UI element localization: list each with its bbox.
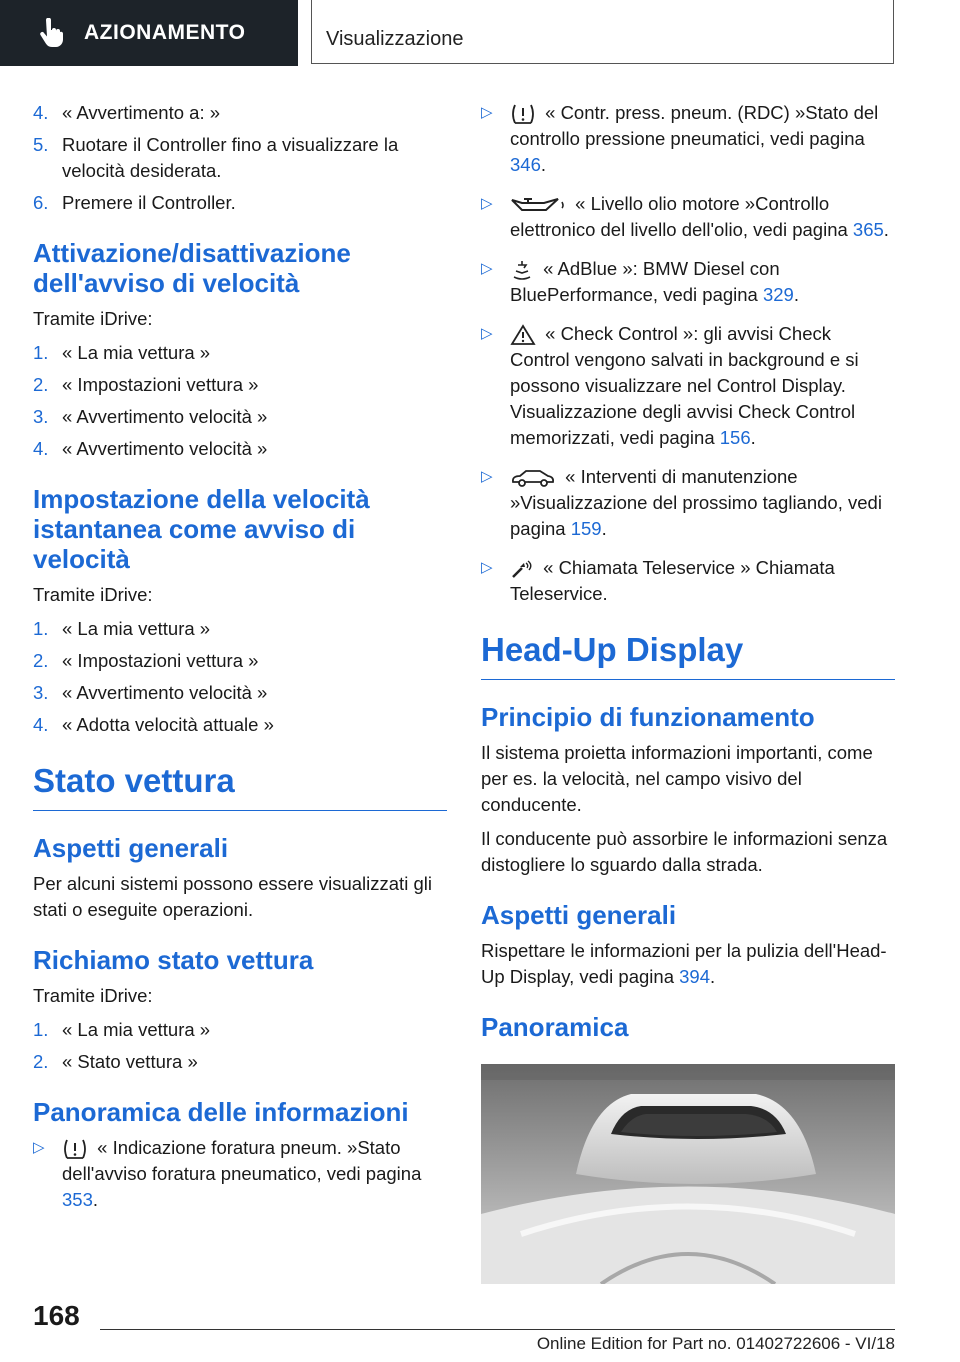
list-item <box>33 648 447 674</box>
list-item <box>33 190 447 216</box>
list-item <box>33 616 447 642</box>
step-text: « Avvertimento velocità » <box>62 438 268 459</box>
heading-head-up-display: Head-Up Display <box>481 631 895 680</box>
triangle-bullet-icon: ▷ <box>481 468 493 485</box>
step-text: « La mia vettura » <box>62 342 211 363</box>
heading-general-aspects: Aspetti generali <box>481 900 677 930</box>
step-number: 3. <box>33 682 49 703</box>
heading-vehicle-status: Stato vettura <box>33 762 447 811</box>
item-text: « Indicazione foratura pneum. »Stato dell'avviso foratura pneumatico, vedi pagina <box>62 1137 422 1184</box>
list-item <box>33 340 447 366</box>
tire-pressure-icon <box>510 103 536 125</box>
step-number: 4. <box>33 438 49 459</box>
info-list <box>33 1135 447 1213</box>
paragraph: Il conducente può assorbire le informazioni senza distogliere lo sguardo dalla strada. <box>481 828 888 875</box>
triangle-bullet-icon: ▷ <box>33 1139 45 1156</box>
paragraph: Rispettare le informazioni per la pulizia dell'Head-Up Display, vedi pagina 394. <box>481 940 887 987</box>
paragraph: Tramite iDrive: <box>33 985 153 1006</box>
hand-pointer-icon <box>38 18 64 48</box>
section-tab <box>0 0 298 66</box>
step-text: Ruotare il Controller fino a visualizzare la velocità desiderata. <box>62 134 399 181</box>
heading-general-aspects: Aspetti generali <box>33 833 229 863</box>
list-item: ▷ « Interventi di manutenzione »Visualizzazione del prossimo tagliando, vedi pagina 159. <box>481 466 882 539</box>
step-number: 6. <box>33 192 49 213</box>
list-item <box>33 712 447 738</box>
paragraph: Tramite iDrive: <box>33 308 153 329</box>
page-link[interactable]: 394 <box>679 966 711 987</box>
heading-speed-warning-toggle: Attivazione/disattivazione dell'avviso di velocità <box>33 238 351 298</box>
item-text: « Livello olio motore »Controllo elettronico del livello dell'olio, vedi pagina <box>510 193 853 240</box>
list-item <box>33 100 447 126</box>
item-text: « Contr. press. pneum. (RDC) »Stato del controllo pressione pneumatici, vedi pagina <box>510 102 879 149</box>
page-link[interactable]: 353 <box>62 1189 93 1210</box>
list-item: ▷ « Indicazione foratura pneum. »Stato dell'avviso foratura pneumatico, vedi pagina 353. <box>33 1137 422 1210</box>
list-item <box>33 436 447 462</box>
heading-operating-principle: Principio di funzionamento <box>481 702 815 732</box>
step-text: Premere il Controller. <box>62 192 236 213</box>
info-list <box>481 100 895 607</box>
paragraph: Il sistema proietta informazioni importanti, come per es. la velocità, nel campo visivo del conducente. <box>481 742 873 815</box>
list-item: ▷ « AdBlue »: BMW Diesel con BluePerformance, vedi pagina 329. <box>481 258 799 305</box>
page-link[interactable]: 156 <box>719 427 751 448</box>
step-text: « La mia vettura » <box>62 1019 211 1040</box>
left-column <box>33 100 447 1226</box>
page-link[interactable]: 329 <box>762 284 794 305</box>
page-link[interactable]: 365 <box>852 219 884 240</box>
intro-steps <box>33 100 447 216</box>
triangle-bullet-icon: ▷ <box>481 559 493 576</box>
step-number: 1. <box>33 342 49 363</box>
list-item <box>33 132 447 184</box>
service-car-icon <box>510 467 556 489</box>
tire-pressure-icon <box>62 1138 88 1160</box>
step-number: 2. <box>33 374 49 395</box>
footer-divider <box>100 1329 895 1330</box>
item-text: « Interventi di manutenzione »Visualizzazione del prossimo tagliando, vedi pagina <box>510 466 882 539</box>
page-number: 168 <box>33 1300 80 1331</box>
page-header <box>0 0 960 66</box>
step-text: « Avvertimento velocità » <box>62 406 268 427</box>
page-link[interactable]: 159 <box>570 518 602 539</box>
list-item <box>481 555 895 607</box>
subsection-box <box>311 0 894 64</box>
heading-info-overview: Panoramica delle informazioni <box>33 1097 409 1127</box>
step-text: « Avvertimento velocità » <box>62 682 268 703</box>
heading-set-current-speed: Impostazione della velocità istantanea come avviso di velocità <box>33 484 370 574</box>
step-number: 4. <box>33 102 49 123</box>
step-number: 2. <box>33 650 49 671</box>
list-item: ▷ « Contr. press. pneum. (RDC) »Stato del controllo pressione pneumatici, vedi pagina 346. <box>481 102 879 175</box>
step-text: « Adotta velocità attuale » <box>62 714 274 735</box>
paragraph: Tramite iDrive: <box>33 584 153 605</box>
step-text: « Impostazioni vettura » <box>62 374 259 395</box>
steps-list <box>33 340 447 462</box>
step-text: « Avvertimento a: » <box>62 102 221 123</box>
step-text: « Stato vettura » <box>62 1051 198 1072</box>
heading-overview: Panoramica <box>481 1012 629 1042</box>
list-item <box>33 1017 447 1043</box>
step-number: 1. <box>33 1019 49 1040</box>
steps-list <box>33 616 447 738</box>
list-item <box>33 372 447 398</box>
triangle-bullet-icon: ▷ <box>481 195 493 212</box>
step-number: 3. <box>33 406 49 427</box>
step-number: 5. <box>33 134 49 155</box>
adblue-icon <box>510 259 534 281</box>
heading-call-vehicle-status: Richiamo stato vettura <box>33 945 314 975</box>
list-item <box>33 1049 447 1075</box>
step-number: 2. <box>33 1051 49 1072</box>
item-text: « Chiamata Teleservice » Chiamata Teleservice. <box>510 557 835 604</box>
triangle-bullet-icon: ▷ <box>481 260 493 277</box>
warning-triangle-icon <box>510 324 536 346</box>
step-number: 1. <box>33 618 49 639</box>
edition-text: Online Edition for Part no. 01402722606 - VI/18 <box>536 1334 895 1353</box>
paragraph: Per alcuni sistemi possono essere visualizzati gli stati o eseguite operazioni. <box>33 873 432 920</box>
oil-can-icon <box>510 194 566 216</box>
teleservice-wrench-icon <box>510 558 534 580</box>
right-column <box>481 100 895 1291</box>
step-text: « Impostazioni vettura » <box>62 650 259 671</box>
triangle-bullet-icon: ▷ <box>481 104 493 121</box>
item-text: « AdBlue »: BMW Diesel con BluePerformance, vedi pagina <box>510 258 780 305</box>
section-title: AZIONAMENTO <box>84 21 246 44</box>
paragraph-text: Rispettare le informazioni per la pulizia dell'Head-Up Display, vedi pagina <box>481 940 887 987</box>
triangle-bullet-icon: ▷ <box>481 325 493 342</box>
list-item <box>33 404 447 430</box>
page-link[interactable]: 346 <box>510 154 541 175</box>
list-item: ▷ « Livello olio motore »Controllo elettronico del livello dell'olio, vedi pagina 365. <box>481 193 889 240</box>
step-number: 4. <box>33 714 49 735</box>
item-text: « Check Control »: gli avvisi Check Control vengono salvati in background e si possono visualizzare nel Control Display. Visualizzazione degli avvisi Check Control memorizzati, vedi pagina <box>510 323 859 448</box>
list-item <box>33 680 447 706</box>
subsection-title: Visualizzazione <box>326 28 464 50</box>
steps-list <box>33 1017 447 1075</box>
step-text: « La mia vettura » <box>62 618 211 639</box>
hud-photo <box>481 1064 895 1284</box>
list-item: ▷ « Check Control »: gli avvisi Check Control vengono salvati in background e si possono visualizzare nel Control Display. Visualizzazione degli avvisi Check Control memorizzati, vedi pagina 156. <box>481 323 859 448</box>
